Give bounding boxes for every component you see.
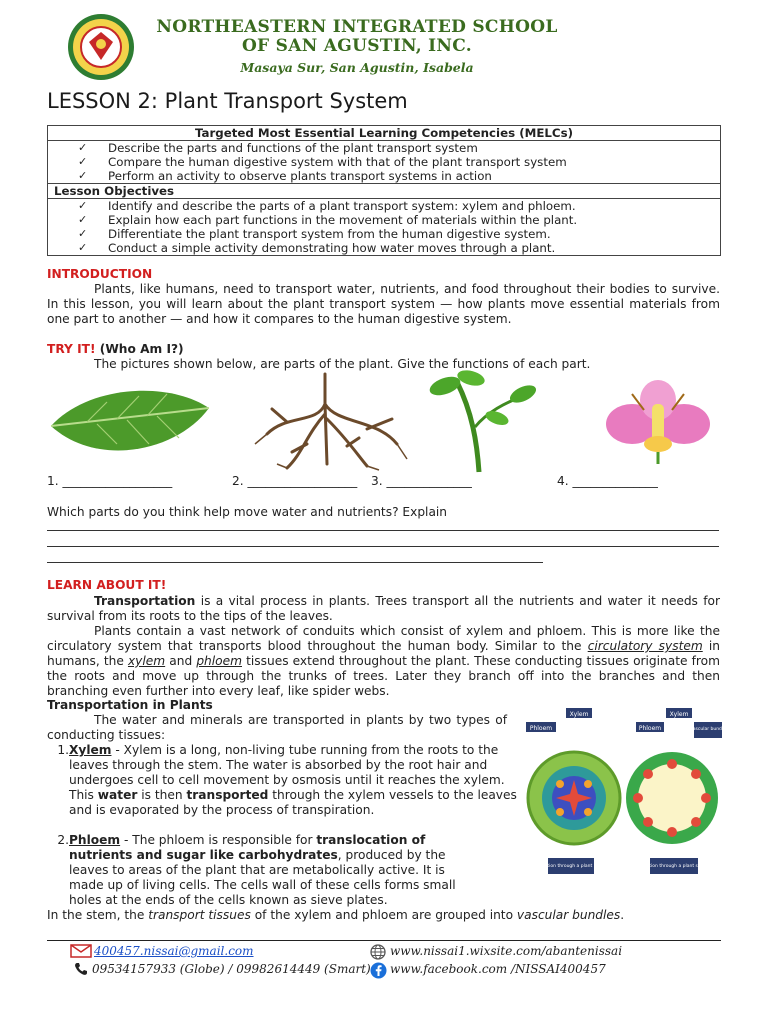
translocation-term: translocation of nutrients and sugar like carbohydrates [69, 833, 426, 862]
last-text: of the xylem and phloem are grouped into [250, 908, 517, 922]
objective-item [78, 213, 714, 227]
answer-line[interactable] [47, 530, 719, 531]
school-name [142, 18, 572, 56]
melc-list [54, 141, 714, 183]
phloem-description [69, 833, 471, 907]
school-address: Masaya Sur, San Agustin, Isabela [240, 60, 474, 75]
learn-p2-text: in humans, the [47, 639, 720, 668]
introduction-heading: INTRODUCTION [47, 267, 153, 281]
transportation-term: Transportation [94, 594, 196, 608]
footer-divider [47, 940, 721, 941]
phone-icon [74, 962, 88, 976]
learn-p1-text: is a vital process in plants. Trees transport all the nutrients and water it needs for survival from its roots to the tips of the leaves. [47, 594, 720, 623]
check-icon: ✓ [78, 169, 88, 182]
footer-email[interactable] [94, 944, 254, 959]
xylem-text: through the xylem vessels to the leaves and is evaporated by the process of transpiration. [69, 788, 517, 817]
check-icon: ✓ [78, 141, 88, 154]
label-phloem-root: Phloem [529, 725, 553, 732]
learn-p2-text: and [165, 654, 197, 668]
try-it-question: Which parts do you think help move water and nutrients? Explain [47, 505, 448, 519]
list-number: 2. [57, 833, 69, 847]
transport-tissues-term: transport tissues [148, 908, 251, 922]
check-icon: ✓ [78, 241, 88, 254]
xylem-description [69, 743, 521, 818]
footer-phone: 09534157933 (Globe) / 09982614449 (Smart) [92, 962, 371, 976]
learn-paragraph-2 [47, 624, 720, 699]
answer-line[interactable] [47, 546, 719, 547]
stem-icon [427, 372, 537, 472]
footer-website[interactable]: www.nissai1.wixsite.com/abantenissai [390, 944, 623, 958]
check-icon: ✓ [78, 227, 88, 240]
melc-header: Targeted Most Essential Learning Competencies (MELCs) [48, 126, 721, 141]
school-header [62, 10, 582, 80]
melc-item-text: Perform an activity to observe plants transport systems in action [108, 169, 492, 183]
globe-icon [370, 944, 386, 960]
plant-parts-images [47, 372, 727, 472]
water-term: water [97, 788, 138, 802]
answer-2[interactable]: 2. __________________ [232, 474, 358, 488]
label-xylem-stem: Xylem [669, 711, 689, 718]
vascular-diagram [522, 706, 726, 876]
objective-text: Conduct a simple activity demonstrating how water moves through a plant. [108, 241, 556, 255]
answer-4[interactable]: 4. ______________ [557, 474, 658, 488]
list-number: 1. [57, 743, 69, 757]
phloem-text: - The phloem is responsible for [120, 833, 317, 847]
caption-root: Section through a plant root [539, 864, 603, 869]
circulatory-system-link[interactable]: circulatory system [587, 639, 703, 653]
email-icon [70, 944, 92, 958]
objective-text: Identify and describe the parts of a plant transport system: xylem and phloem. [108, 199, 576, 213]
xylem-term: Xylem [69, 743, 112, 757]
objective-text: Differentiate the plant transport system from the human digestive system. [108, 227, 551, 241]
objectives-cell [48, 199, 721, 256]
answer-1[interactable]: 1. __________________ [47, 474, 173, 488]
vascular-diagram-svg [522, 706, 726, 876]
introduction-text: Plants, like humans, need to transport water, nutrients, and food throughout their bodies to survive. In this lesson, you will learn about the plant transport system — how plants move essential materials from one part to another — and how it compares to the human digestive system. [47, 282, 720, 326]
last-text: . [620, 908, 625, 922]
roots-icon [247, 374, 417, 470]
label-phloem-stem: Phloem [638, 725, 662, 732]
phloem-link[interactable]: phloem [196, 654, 242, 668]
objective-item [78, 227, 714, 241]
melc-item-text: Compare the human digestive system with that of the plant transport system [108, 155, 567, 169]
try-it-subheading: (Who Am I?) [99, 342, 184, 356]
learn-p2-text: tissues extend throughout the plant. These conducting tissues originate from the roots and move up through the trunks of trees. Later they branch off into the branches and then branching even further into every leaf, like spider webs. [47, 654, 720, 698]
objectives-list [54, 199, 714, 255]
vascular-bundles-term: vascular bundles [516, 908, 621, 922]
flower-icon [592, 374, 722, 464]
melc-table [47, 125, 721, 256]
label-xylem-root: Xylem [569, 711, 589, 718]
transport-subheading: Transportation in Plants [47, 698, 213, 712]
learn-paragraph-3: The water and minerals are transported in plants by two types of conducting tissues: [47, 713, 507, 742]
objective-item [78, 241, 714, 255]
answers-row [47, 474, 727, 490]
try-it-label: TRY IT! [47, 342, 96, 356]
answer-line[interactable] [47, 562, 543, 563]
melc-item [78, 141, 714, 155]
check-icon: ✓ [78, 199, 88, 212]
objective-item [78, 199, 714, 213]
phloem-term: Phloem [69, 833, 121, 847]
transported-term: transported [186, 788, 269, 802]
xylem-text: is then [137, 788, 187, 802]
facebook-icon [370, 962, 387, 979]
caption-stem: Section through a plant stem [641, 864, 707, 869]
school-name-line1: NORTHEASTERN INTEGRATED SCHOOL [156, 17, 558, 37]
leaf-icon [47, 382, 212, 462]
learn-last-line [47, 908, 720, 923]
school-seal-icon [66, 12, 136, 82]
melc-item [78, 169, 714, 183]
learn-p2-text: Plants contain a vast network of conduits which consist of xylem and phloem. This is more like the circulatory system that transports blood throughout the human body. Similar to the [47, 624, 720, 653]
label-vascular-bundle: Vascular bundle [690, 727, 726, 732]
objective-text: Explain how each part functions in the movement of materials within the plant. [108, 213, 578, 227]
melc-item [78, 155, 714, 169]
phloem-text: , produced by the leaves to areas of the plant that are metabolically active. It is made up of living cells. The cells wall of these cells forms small holes at the ends of the cells known as sieve plates. [69, 848, 456, 907]
melc-item-text: Describe the parts and functions of the plant transport system [108, 141, 478, 155]
try-it-heading [47, 342, 184, 357]
learn-heading: LEARN ABOUT IT! [47, 578, 167, 592]
lesson-title: LESSON 2: Plant Transport System [47, 89, 408, 113]
xylem-link[interactable]: xylem [127, 654, 166, 668]
try-it-instruction: The pictures shown below, are parts of the plant. Give the functions of each part. [94, 357, 591, 371]
email-link[interactable]: 400457.nissai@gmail.com [94, 944, 254, 958]
check-icon: ✓ [78, 155, 88, 168]
footer-facebook[interactable]: www.facebook.com /NISSAI400457 [390, 962, 606, 976]
xylem-text: - Xylem is a long, non-living tube running from the roots to the leaves through the stem. The water is absorbed by the root hair and undergoes cell to cell movement by osmosis until it reaches the xylem. This [69, 743, 505, 802]
school-name-line2: OF SAN AGUSTIN, INC. [241, 36, 473, 56]
check-icon: ✓ [78, 213, 88, 226]
learn-paragraph-1 [47, 594, 720, 624]
objectives-header: Lesson Objectives [48, 184, 721, 199]
melc-items-cell [48, 141, 721, 184]
last-text: In the stem, the [47, 908, 149, 922]
answer-3[interactable]: 3. ______________ [371, 474, 472, 488]
